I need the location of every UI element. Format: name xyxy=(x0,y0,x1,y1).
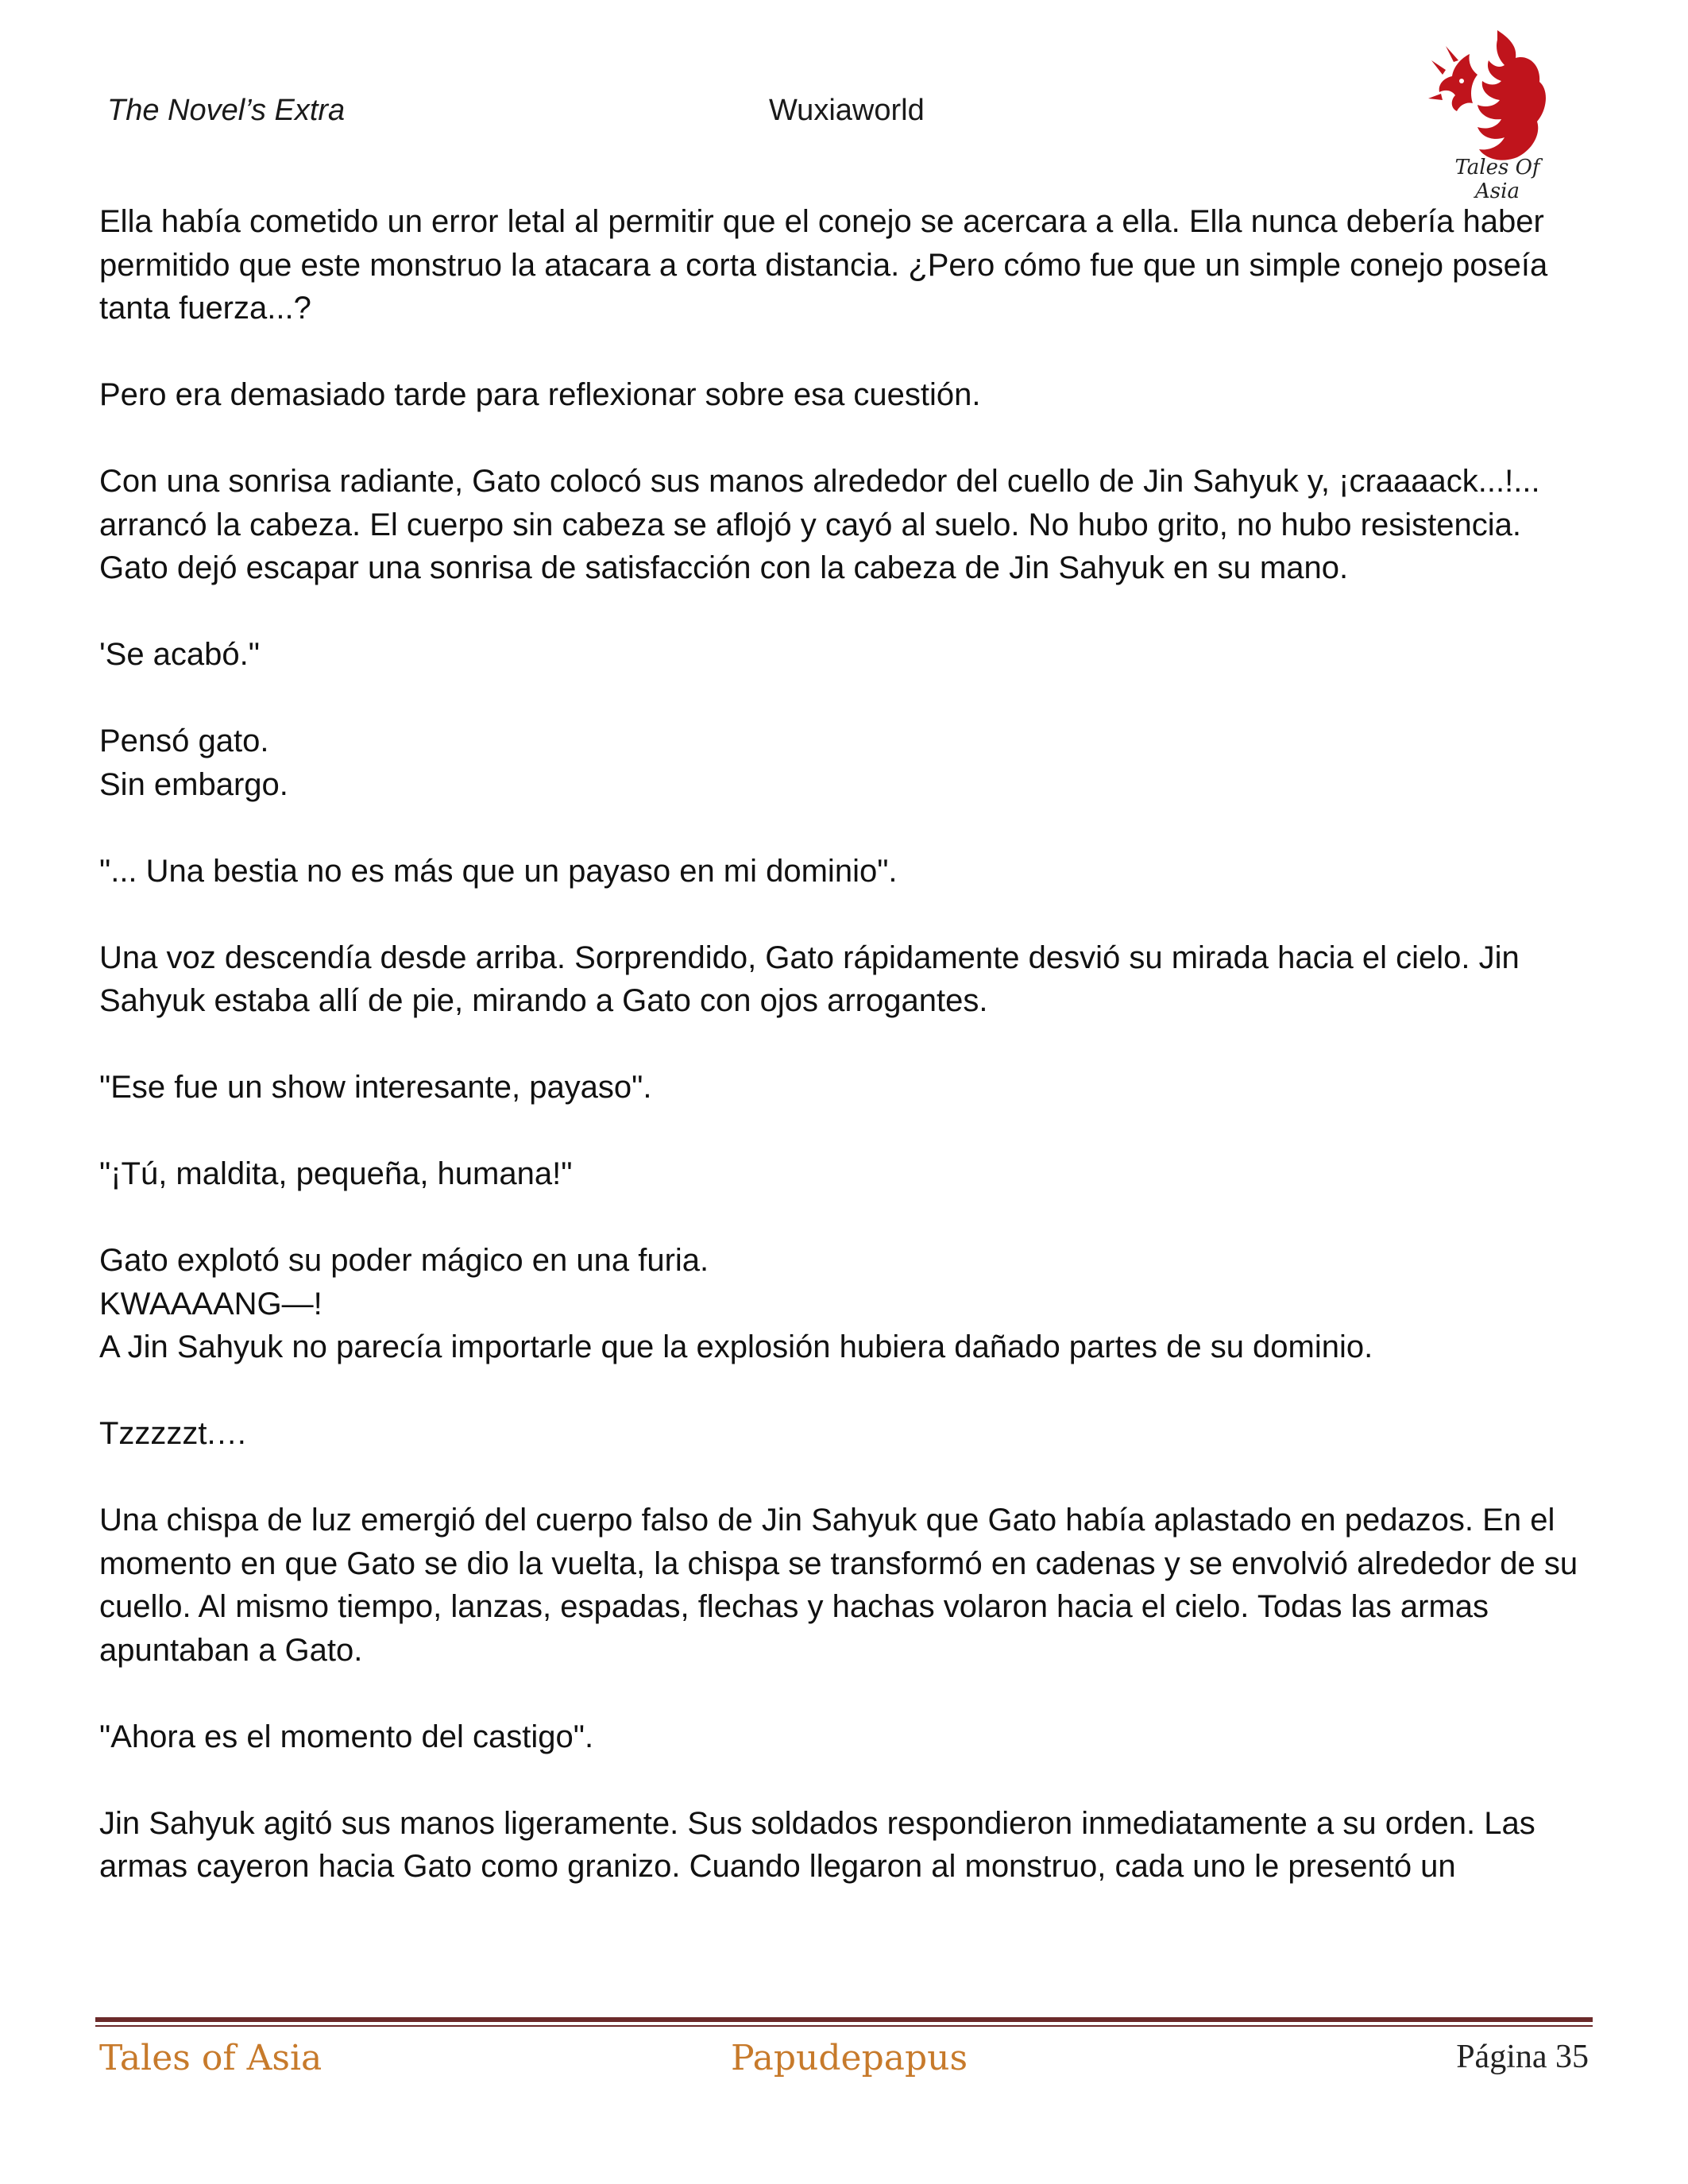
paragraph: Con una sonrisa radiante, Gato colocó sus manos alrededor del cuello de Jin Sahyuk y, ¡craaaack...!... arrancó la cabeza. El cuerpo sin cabeza se aflojó y cayó al suelo. No hubo grito, no hubo resistencia. Gato dejó escapar una sonrisa de satisfacción con la cabeza de Jin Sahyuk en su mano. xyxy=(99,464,1540,585)
paragraph: Una chispa de luz emergió del cuerpo falso de Jin Sahyuk que Gato había aplastado en pedazos. En el momento en que Gato se dio la vuelta, la chispa se transformó en cadenas y se envolvió alrededor de su cuello. Al mismo tiempo, lanzas, espadas, flechas y hachas volaron hacia el cielo. Todas las armas apuntaban a Gato. xyxy=(99,1503,1578,1668)
page-number: Página 35 xyxy=(1456,2039,1589,2075)
paragraph: 'Se acabó." xyxy=(99,637,260,672)
paragraph: "... Una bestia no es más que un payaso en mi dominio". xyxy=(99,853,898,889)
paragraph: "Ahora es el momento del castigo". xyxy=(99,1719,594,1754)
header-site-name: Wuxiaworld xyxy=(769,94,925,127)
paragraph: "Ese fue un show interesante, payaso". xyxy=(99,1070,652,1105)
chapter-body xyxy=(99,200,1593,1931)
header-novel-title: The Novel’s Extra xyxy=(107,94,346,127)
logo-text: Tales Of Asia xyxy=(1454,156,1540,203)
paragraph: Una voz descendía desde arriba. Sorprendido, Gato rápidamente desvió su mirada hacia el cielo. Jin Sahyuk estaba allí de pie, mirando a Gato con ojos arrogantes. xyxy=(99,940,1520,1018)
paragraph: Gato explotó su poder mágico en una furia. KWAAAANG—! A Jin Sahyuk no parecía importarle que la explosión hubiera dañado partes de su dominio. xyxy=(99,1243,1373,1364)
paragraph: Tzzzzzt.… xyxy=(99,1416,248,1451)
paragraph: Jin Sahyuk agitó sus manos ligeramente. Sus soldados respondieron inmediatamente a su orden. Las armas cayeron hacia Gato como granizo. Cuando llegaron al monstruo, cada uno le presentó un xyxy=(99,1805,1535,1884)
paragraph: "¡Tú, maldita, pequeña, humana!" xyxy=(99,1156,573,1191)
paragraph: Pero era demasiado tarde para reflexionar sobre esa cuestión. xyxy=(99,377,981,412)
footer-divider xyxy=(95,2017,1593,2028)
paragraph: Pensó gato. Sin embargo. xyxy=(99,723,288,802)
footer-site-name: Tales of Asia xyxy=(99,2038,323,2078)
paragraph: Ella había cometido un error letal al permitir que el conejo se acercara a ella. Ella nunca debería haber permitido que este monstruo la atacara a corta distancia. ¿Pero cómo fue que un simple conejo poseía tanta fuerza...? xyxy=(99,204,1548,326)
footer-translator: Papudepapus xyxy=(731,2038,968,2078)
